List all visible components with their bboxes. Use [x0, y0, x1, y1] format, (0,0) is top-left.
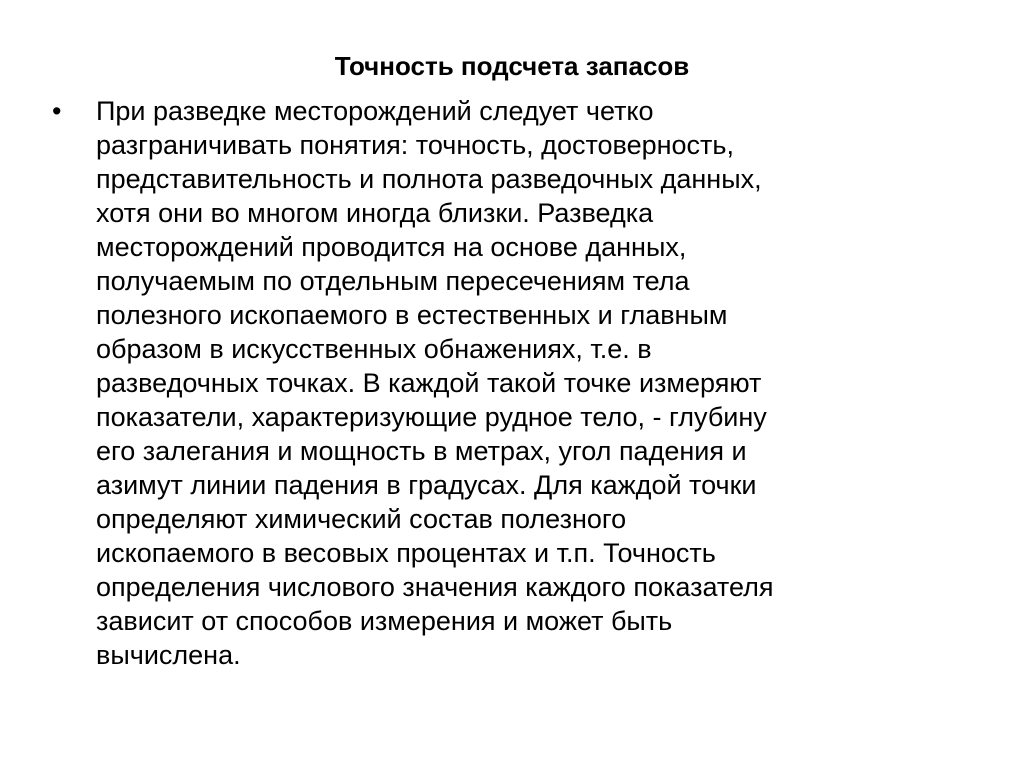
paragraph-line: его залегания и мощность в метрах, угол падения и — [96, 436, 747, 466]
paragraph-line: азимут линии падения в градусах. Для каждой точки — [96, 470, 757, 500]
bullet-item — [52, 94, 982, 672]
paragraph-line: определяют химический состав полезного — [96, 504, 627, 534]
bullet-list — [52, 94, 982, 672]
bullet-icon: • — [52, 96, 62, 126]
paragraph-line: показатели, характеризующие рудное тело, - глубину — [96, 402, 767, 432]
paragraph-line: хотя они во многом иногда близки. Разведка — [96, 198, 654, 228]
paragraph-line: получаемым по отдельным пересечениям тела — [96, 266, 690, 296]
paragraph-line: разведочных точках. В каждой такой точке измеряют — [96, 368, 762, 398]
paragraph-line: При разведке месторождений следует четко — [96, 96, 654, 126]
paragraph-line: представительность и полнота разведочных данных, — [96, 164, 762, 194]
paragraph-line: разграничивать понятия: точность, достоверность, — [96, 130, 734, 160]
paragraph-line: образом в искусственных обнажениях, т.е. в — [96, 334, 652, 364]
paragraph-line: месторождений проводится на основе данных, — [96, 232, 687, 262]
paragraph-line: вычислена. — [96, 640, 241, 670]
slide-title: Точность подсчета запасов — [334, 51, 690, 81]
paragraph-line: ископаемого в весовых процентах и т.п. Точность — [96, 538, 716, 568]
paragraph-line: зависит от способов измерения и может быть — [96, 606, 673, 636]
paragraph-line: полезного ископаемого в естественных и главным — [96, 300, 728, 330]
paragraph-line: определения числового значения каждого показателя — [96, 572, 774, 602]
paragraph-text — [96, 94, 982, 672]
